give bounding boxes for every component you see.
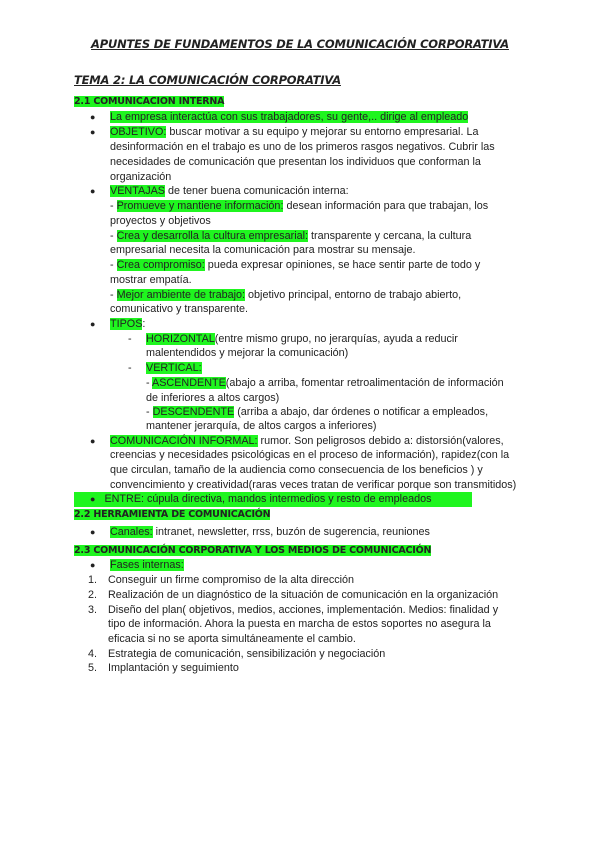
bullet-icon: ● bbox=[90, 560, 96, 570]
list-item: COMUNICACIÓN INFORMAL: rumor. Son peligrosos debido a: distorsión(valores, bbox=[110, 435, 504, 447]
dash-marker: - bbox=[128, 333, 132, 345]
list-item: ● ENTRE: cúpula directiva, mandos intermedios y resto de empleados bbox=[74, 492, 472, 507]
bullet-icon: ● bbox=[90, 494, 96, 504]
list-number: 3. bbox=[88, 604, 98, 616]
type-item: VERTICAL: bbox=[146, 362, 202, 374]
section-heading-2-2: 2.2 HERRAMIENTA DE COMUNICACIÓN bbox=[74, 509, 271, 520]
text-line: eficacia si no se aporta simultáneamente el cambio. bbox=[108, 633, 356, 645]
advantage-item: - Crea y desarrolla la cultura empresarial: transparente y cercana, la cultura bbox=[110, 230, 472, 242]
subtype-item: - DESCENDENTE (arriba a abajo, dar órdenes o notificar a empleados, bbox=[146, 406, 489, 418]
text-line: que circulan, tamaño de la audiencia como consecuencia de los beneficios ) y bbox=[110, 464, 483, 476]
list-number: 2. bbox=[88, 589, 98, 601]
list-number: 1. bbox=[88, 574, 98, 586]
dash-marker: - bbox=[128, 362, 132, 374]
text-line: convencimiento y creatividad(raras veces tratan de verificar porque son transmitidos) bbox=[110, 479, 517, 491]
advantage-item: - Crea compromiso: pueda expresar opiniones, se hace sentir parte de todo y bbox=[110, 259, 481, 271]
bullet-icon: ● bbox=[90, 436, 96, 446]
advantage-item: - Mejor ambiente de trabajo: objetivo principal, entorno de trabajo abierto, bbox=[110, 289, 462, 301]
subtype-item: - ASCENDENTE(abajo a arriba, fomentar retroalimentación de información bbox=[146, 377, 504, 389]
bullet-icon: ● bbox=[90, 527, 96, 537]
section-heading-2-3: 2.3 COMUNICACIÓN CORPORATIVA Y LOS MEDIOS DE COMUNICACIÓN bbox=[74, 545, 432, 556]
phase-item: Diseño del plan( objetivos, medios, acciones, implementación. Medios: finalidad y bbox=[108, 604, 499, 616]
bullet-icon: ● bbox=[90, 112, 96, 122]
list-item: Fases internas: bbox=[110, 559, 184, 571]
bullet-icon: ● bbox=[90, 127, 96, 137]
list-item: La empresa interactúa con sus trabajadores, su gente,.. dirige al empleado bbox=[110, 111, 469, 123]
list-item: Canales: intranet, newsletter, rrss, buzón de sugerencia, reuniones bbox=[110, 526, 430, 538]
text-line: comunicativo y transparente. bbox=[110, 303, 249, 315]
phase-item: Conseguir un firme compromiso de la alta dirección bbox=[108, 574, 355, 586]
document-title: APUNTES DE FUNDAMENTOS DE LA COMUNICACIÓN CORPORATIVA bbox=[91, 37, 509, 51]
text-line: malentendidos y mejorar la comunicación) bbox=[146, 347, 349, 359]
text-line: mostrar empatía. bbox=[110, 274, 192, 286]
list-item: TIPOS: bbox=[110, 318, 146, 330]
text-line: desinformación en el trabajo es uno de los primeros rasgos negativos. Cubrir las bbox=[110, 141, 495, 153]
bullet-icon: ● bbox=[90, 319, 96, 329]
topic-title: TEMA 2: LA COMUNICACIÓN CORPORATIVA bbox=[74, 73, 341, 87]
type-item: HORIZONTAL(entre mismo grupo, no jerarquías, ayuda a reducir bbox=[146, 333, 458, 345]
text-line: empresarial necesita la comunicación para mostrar su mensaje. bbox=[110, 244, 416, 256]
text-line: de inferiores a altos cargos) bbox=[146, 392, 280, 404]
list-number: 4. bbox=[88, 648, 98, 660]
text-line: mantener jerarquía, de altos cargos a inferiores) bbox=[146, 420, 377, 432]
text-line: organización bbox=[110, 171, 172, 183]
list-item: OBJETIVO: buscar motivar a su equipo y mejorar su entorno empresarial. La bbox=[110, 126, 479, 138]
phase-item: Estrategia de comunicación, sensibilización y negociación bbox=[108, 648, 386, 660]
text-line: tipo de información. Ahora la puesta en marcha de estos soportes no asegura la bbox=[108, 618, 491, 630]
text-line: creencias y necesidades psicológicas en el proceso de información), rapidez(con la bbox=[110, 449, 510, 461]
text-line: proyectos y objetivos bbox=[110, 215, 211, 227]
section-heading-2-1: 2.1 COMUNICACION INTERNA bbox=[74, 96, 225, 107]
list-item: VENTAJAS de tener buena comunicación interna: bbox=[110, 185, 349, 197]
phase-item: Realización de un diagnóstico de la situación de comunicación en la organización bbox=[108, 589, 499, 601]
text-line: necesidades de comunicación que presentan los individuos que conforman la bbox=[110, 156, 481, 168]
advantage-item: - Promueve y mantiene información: desean información para que trabajan, los bbox=[110, 200, 489, 212]
list-number: 5. bbox=[88, 662, 98, 674]
bullet-icon: ● bbox=[90, 186, 96, 196]
phase-item: Implantación y seguimiento bbox=[108, 662, 239, 674]
